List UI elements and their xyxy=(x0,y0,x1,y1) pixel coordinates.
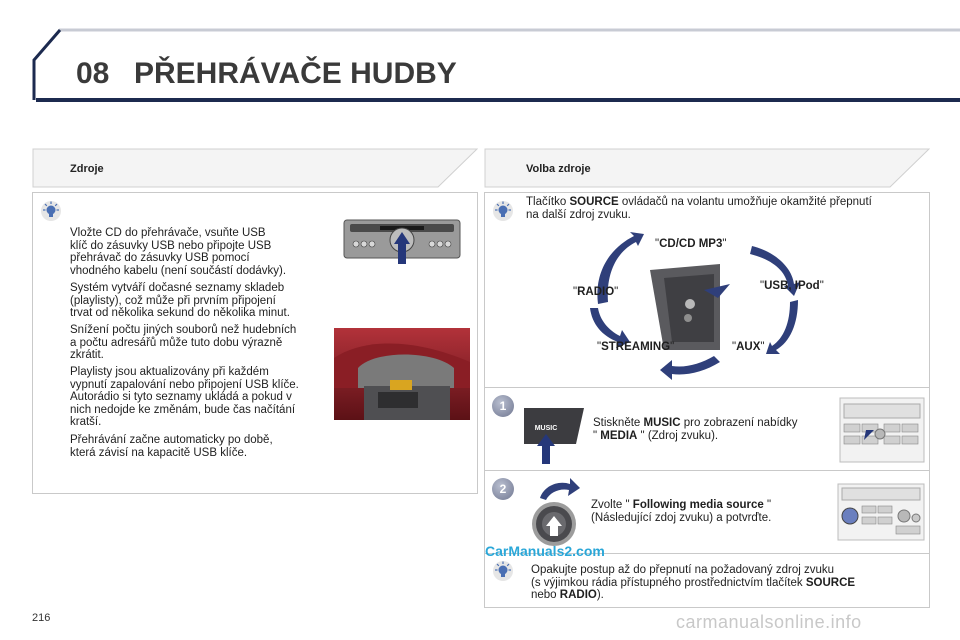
text-line: Playlisty jsou aktualizovány při každém xyxy=(70,366,269,378)
text-line: kratší. xyxy=(70,416,102,428)
text-line: (playlisty), což může při prvním připojení xyxy=(70,294,276,307)
text-line: zkrátit. xyxy=(70,349,104,361)
text-line: (s výjimkou rádia přístupného prostřednictvím tlačítek SOURCE xyxy=(531,576,856,589)
source-label-radio: "RADIO" xyxy=(573,286,619,298)
source-label-aux: "AUX" xyxy=(732,341,765,353)
chapter-header-band xyxy=(0,0,960,110)
note-text xyxy=(531,564,921,602)
step-2-text xyxy=(591,499,831,524)
text-line: Stiskněte MUSIC pro zobrazení nabídky xyxy=(593,417,798,429)
step-1-badge: 1 xyxy=(492,395,514,417)
step-2-badge: 2 xyxy=(492,478,514,500)
text-line: vypnutí zapalování nebo připojení USB klíče. xyxy=(70,378,299,391)
source-label-cd: "CD/CD MP3" xyxy=(655,238,727,250)
page-number: 216 xyxy=(32,612,51,624)
text-line: Systém vytváří dočasné seznamy skladeb xyxy=(70,282,285,294)
text-line: Snížení počtu jiných souborů než hudebních xyxy=(70,324,297,336)
left-section-heading: Zdroje xyxy=(70,163,104,175)
watermark-text: CarManuals2.com xyxy=(485,543,605,559)
text-line: Tlačítko SOURCE ovládačů na volantu umožňuje okamžité přepnutí xyxy=(526,196,872,208)
text-line: nebo RADIO). xyxy=(531,589,604,601)
music-button-label: MUSIC xyxy=(534,425,558,432)
lightbulb-icon xyxy=(40,200,62,222)
text-line: přehrávač do zásuvky USB pomocí xyxy=(70,252,250,264)
text-line: Zvolte " Following media source " xyxy=(591,499,772,511)
rotary-knob-illustration xyxy=(522,476,586,550)
footer-site-mark: carmanualsonline.info xyxy=(676,612,862,632)
music-button-illustration xyxy=(520,404,588,466)
left-paragraph-2 xyxy=(70,282,340,320)
right-section-heading: Volba zdroje xyxy=(526,163,591,175)
chapter-title: PŘEHRÁVAČE HUDBY xyxy=(134,57,457,90)
divider xyxy=(484,387,930,388)
head-unit-knob-illustration xyxy=(836,480,926,544)
text-line: Autorádio si tyto seznamy ukládá a pokud v xyxy=(70,391,292,403)
text-line: která závisí na kapacitě USB klíče. xyxy=(70,446,248,459)
left-paragraph-3 xyxy=(70,324,340,362)
divider xyxy=(484,470,930,471)
text-line: klíč do zásuvky USB nebo připojte USB xyxy=(70,239,272,252)
lightbulb-icon xyxy=(492,560,514,582)
text-line: nich nedojde ke změnám, bude čas načítání xyxy=(70,403,296,416)
source-cycle-diagram xyxy=(580,232,840,382)
left-paragraph-4 xyxy=(70,366,340,429)
head-unit-illustration xyxy=(838,394,926,466)
text-line: " MEDIA " (Zdroj zvuku). xyxy=(593,429,719,442)
text-line: a počtu adresářů může tuto dobu výrazně xyxy=(70,336,283,349)
text-line: Přehrávání začne automaticky po době, xyxy=(70,434,273,446)
source-label-streaming: "STREAMING" xyxy=(597,341,675,353)
text-line: trvat od několika sekund do několika minut. xyxy=(70,307,290,319)
usb-armrest-photo xyxy=(334,328,470,420)
text-line: na další zdroj zvuku. xyxy=(526,208,631,221)
lightbulb-icon xyxy=(492,200,514,222)
chapter-number: 08 xyxy=(76,57,110,90)
text-line: (Následující zdoj zvuku) a potvrďte. xyxy=(591,511,772,524)
step-1-text xyxy=(593,417,833,442)
text-line: vhodného kabelu (není součástí dodávky). xyxy=(70,264,287,277)
cd-player-illustration xyxy=(340,214,464,266)
left-paragraph-5 xyxy=(70,434,340,459)
source-intro xyxy=(526,196,924,221)
source-label-usb: "USB, IPod" xyxy=(760,280,824,292)
text-line: Vložte CD do přehrávače, vsuňte USB xyxy=(70,227,266,239)
text-line: Opakujte postup až do přepnutí na požadovaný zdroj zvuku xyxy=(531,564,835,576)
left-paragraph-1 xyxy=(70,227,340,277)
